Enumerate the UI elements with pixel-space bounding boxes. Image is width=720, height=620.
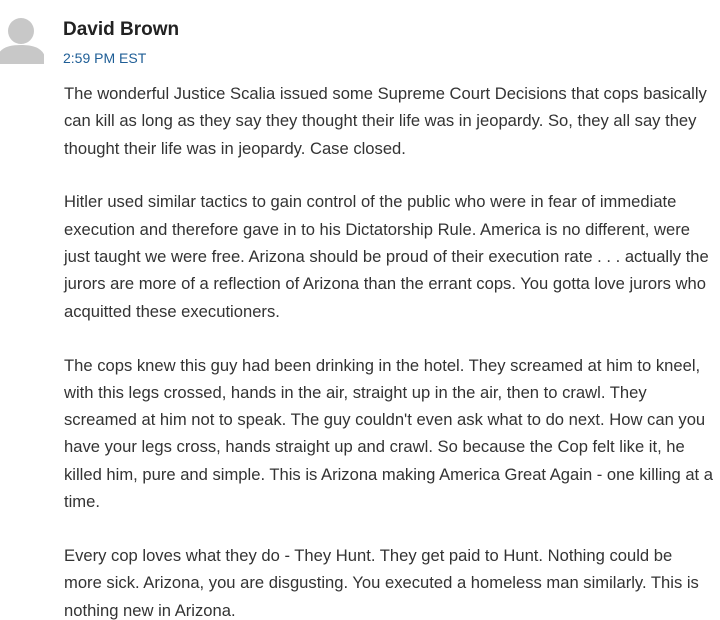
comment-paragraph: Every cop loves what they do - They Hunt. They get paid to Hunt. Nothing could be more sick. Arizona, you are disgusting. You executed a homeless man similarly. This is nothing new in Arizona. [64, 545, 699, 620]
avatar[interactable] [0, 14, 44, 64]
comment-timestamp[interactable]: 2:59 PM EST [63, 50, 147, 66]
comment-paragraph: The wonderful Justice Scalia issued some Supreme Court Decisions that cops basically can kill as long as they say they thought their life was in jeopardy. So, they all say they thought their life was in jeopardy. Case closed. [64, 84, 707, 158]
default-user-silhouette-icon [0, 14, 44, 64]
comment-paragraph: The cops knew this guy had been drinking in the hotel. They screamed at him to kneel, with this legs crossed, hands in the air, straight up in the air, then to crawl. They screamed at him not to speak. The guy couldn't even ask what to do next. How can you have your legs cross, hands straight up and crawl. So because the Cop felt like it, he killed him, pure and simple. This is Arizona making America Great Again - one killing at a time. [64, 355, 714, 512]
comment-paragraph: Hitler used similar tactics to gain control of the public who were in fear of immediate execution and therefore gave in to his Dictatorship Rule. America is no different, were just taught we were free. Arizona should be proud of their execution rate . . . actually the jurors are more of a reflection of Arizona than the errant cops. You gotta love jurors who acquitted these executioners. [64, 192, 709, 321]
author-name[interactable]: David Brown [63, 19, 180, 40]
comment-body [64, 80, 714, 620]
